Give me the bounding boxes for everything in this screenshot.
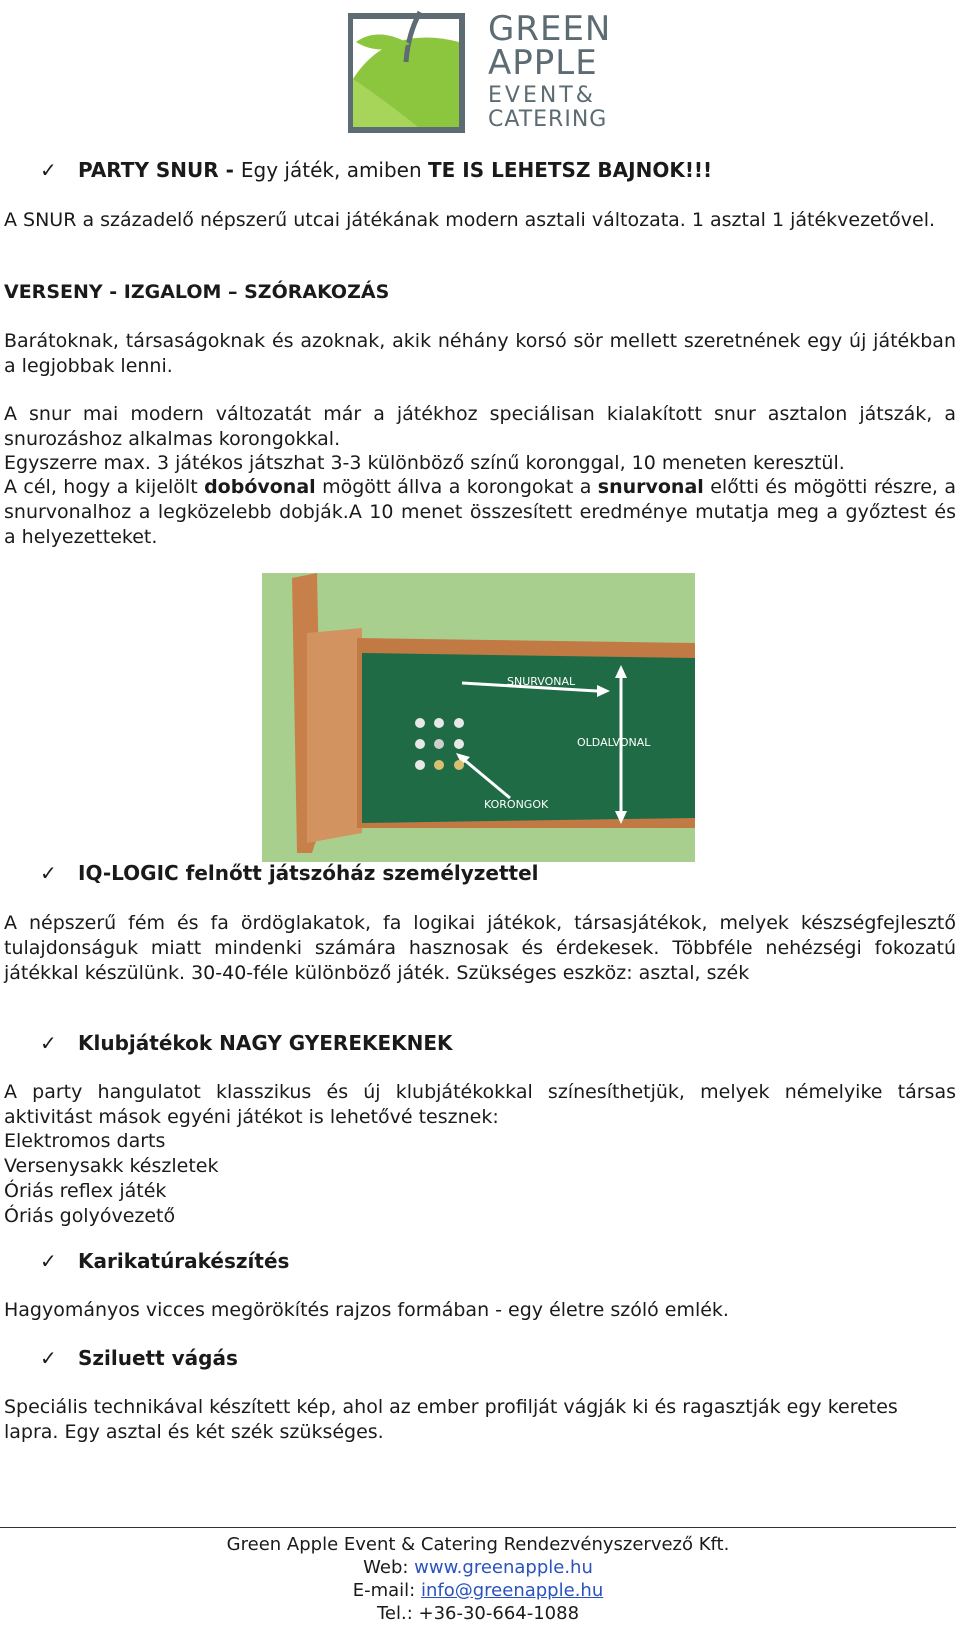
list-item: Óriás golyóvezető (4, 1205, 176, 1227)
karikatura-paragraph: Hagyományos vicces megörökítés rajzos formában - egy életre szóló emlék. (4, 1299, 729, 1321)
footer-web-label: Web: (363, 1557, 415, 1578)
footer-company: Green Apple Event & Catering Rendezvényszervező Kft. (226, 1534, 730, 1555)
list-item: Elektromos darts (4, 1130, 166, 1152)
list-item: Versenysakk készletek (4, 1155, 219, 1177)
snur-paragraph-3: Egyszerre max. 3 játékos játszhat 3-3 különböző színű koronggal, 10 meneten keresztül. (4, 452, 845, 474)
logo-line-catering: CATERING (488, 107, 608, 132)
sziluett-heading-text: Sziluett vágás (78, 1346, 238, 1370)
karikatura-heading-text: Karikatúrakészítés (78, 1249, 290, 1273)
label-snurvonal: SNURVONAL (507, 675, 576, 688)
snur-heading-normal: Egy játék, amiben (240, 158, 429, 182)
check-icon: ✓ (40, 861, 57, 885)
logo-line-apple: APPLE (488, 43, 598, 83)
logo-line-event: EVENT& (488, 83, 596, 108)
snur-heading-bold1: PARTY SNUR - (78, 158, 241, 182)
footer-divider (0, 1527, 956, 1528)
iq-heading-text: IQ-LOGIC felnőtt játszóház személyzettel (78, 861, 539, 885)
iq-paragraph: A népszerű fém és fa ördöglakatok, fa logikai játékok, társasjátékok, melyek készségfejlesztő tulajdonságuk miatt mindenki számára hasznosak és érdekesek. Többféle nehézségi fokozatú játékkal készülünk. 30-40-féle különböző játék. Szükséges eszköz: asztal, szék (4, 912, 956, 984)
footer-web-link[interactable]: www.greenapple.hu (414, 1557, 593, 1578)
snur-paragraph-1: Barátoknak, társaságoknak és azoknak, akik néhány korsó sör mellett szeretnének egy új játékban a legjobbak lenni. (4, 330, 956, 377)
klub-heading-text: Klubjátékok NAGY GYEREKEKNEK (78, 1031, 453, 1055)
snur-intro: A SNUR a századelő népszerű utcai játékának modern asztali változata. 1 asztal 1 játékvezetővel. (4, 209, 936, 231)
check-icon: ✓ (40, 1031, 57, 1055)
snur-heading (40, 158, 712, 183)
karikatura-heading (40, 1249, 289, 1274)
snur-heading-bold2: TE IS LEHETSZ BAJNOK!!! (428, 158, 713, 182)
klub-paragraph: A party hangulatot klasszikus és új klubjátékokkal színesíthetjük, melyek némelyike társas aktivitást mások egyéni játékot is lehetővé tesznek: (4, 1081, 956, 1128)
list-item: Óriás reflex játék (4, 1180, 167, 1202)
p4-text-e: előtti és mögötti részre, a snurvonalhoz a legközelebb dobják.A 10 menet összesített eredménye mutatja meg a győztest és a helyezetteket. (4, 476, 956, 548)
label-oldalvonal: OLDALVONAL (577, 736, 651, 749)
footer-tel: Tel.: +36-30-664-1088 (376, 1603, 580, 1624)
iq-heading (40, 861, 539, 886)
snur-paragraph-4 (4, 475, 956, 550)
discs (415, 718, 464, 770)
snur-paragraph-2: A snur mai modern változatát már a játékhoz speciálisan kialakított snur asztalon játszák, a snurozáshoz alkalmas korongokkal. (4, 403, 956, 450)
snur-table-image (262, 573, 695, 862)
p4-dobovonal: dobóvonal (204, 476, 316, 498)
check-icon: ✓ (40, 1249, 57, 1273)
check-icon: ✓ (40, 1346, 57, 1370)
check-icon: ✓ (40, 158, 57, 182)
p4-text-a: A cél, hogy a kijelölt (4, 476, 205, 498)
p4-snurvonal: snurvonal (597, 476, 704, 498)
footer-email-link[interactable]: info@greenapple.hu (420, 1580, 604, 1601)
footer-email-label: E-mail: (352, 1580, 421, 1601)
footer-email (0, 1579, 956, 1602)
sziluett-heading (40, 1346, 238, 1371)
logo-wordmark (488, 9, 612, 132)
klub-list (4, 1129, 956, 1229)
klub-heading (40, 1031, 453, 1056)
logo-line-green: GREEN (488, 9, 612, 49)
sziluett-paragraph: Speciális technikával készített kép, ahol az ember profilját vágják ki és ragasztják egy keretes lapra. Egy asztal és két szék szükséges. (4, 1396, 898, 1443)
p4-text-c: mögött állva a korongokat a (315, 476, 598, 498)
footer-web (0, 1556, 956, 1579)
snur-slogan: VERSENY - IZGALOM – SZÓRAKOZÁS (4, 281, 390, 303)
label-korongok: KORONGOK (484, 798, 549, 811)
